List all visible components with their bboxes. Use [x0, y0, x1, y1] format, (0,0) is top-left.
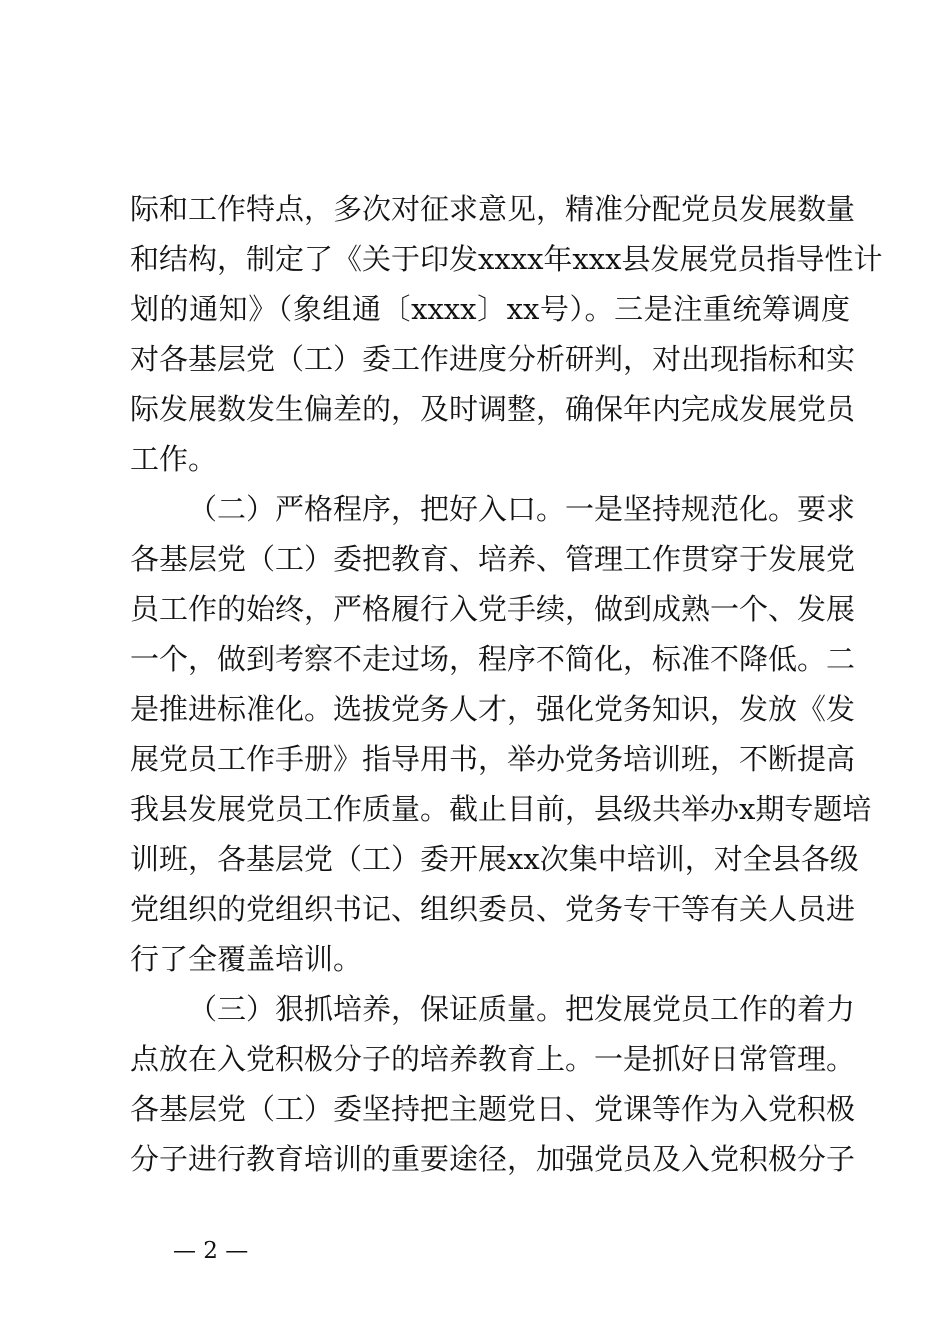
text-line: 际和工作特点，多次对征求意见，精准分配党员发展数量 — [130, 192, 856, 226]
text-line: 各基层党（工）委坚持把主题党日、党课等作为入党积极 — [130, 1092, 856, 1126]
page-number: — 2 — — [173, 1238, 249, 1264]
text-line: 是推进标准化。选拔党务人才，强化党务知识，发放《发 — [130, 692, 856, 726]
text-line: 对各基层党（工）委工作进度分析研判，对出现指标和实 — [130, 342, 856, 376]
text-line: 行了全覆盖培训。 — [130, 942, 363, 976]
text-line: 际发展数发生偏差的，及时调整，确保年内完成发展党员 — [130, 392, 856, 426]
text-line: 点放在入党积极分子的培养教育上。一是抓好日常管理。 — [130, 1042, 856, 1076]
paragraph-heading-line: （二）严格程序，把好入口。一是坚持规范化。要求 — [188, 492, 856, 526]
text-line: 员工作的始终，严格履行入党手续，做到成熟一个、发展 — [130, 592, 856, 626]
text-line: 划的通知》（象组通〔xxxx〕xx号）。三是注重统筹调度 — [130, 292, 850, 326]
text-line: 我县发展党员工作质量。截止目前，县级共举办x期专题培 — [130, 792, 872, 826]
text-line: 训班，各基层党（工）委开展xx次集中培训，对全县各级 — [130, 842, 859, 876]
text-line: 分子进行教育培训的重要途径，加强党员及入党积极分子 — [130, 1142, 856, 1176]
text-line: 一个，做到考察不走过场，程序不简化，标准不降低。二 — [130, 642, 856, 676]
text-line: 工作。 — [130, 442, 218, 476]
text-line: 展党员工作手册》指导用书，举办党务培训班，不断提高 — [130, 742, 856, 776]
text-line: 各基层党（工）委把教育、培养、管理工作贯穿于发展党 — [130, 542, 856, 576]
document-body — [130, 184, 883, 1184]
text-line: 党组织的党组织书记、组织委员、党务专干等有关人员进 — [130, 892, 856, 926]
paragraph-heading-line: （三）狠抓培养，保证质量。把发展党员工作的着力 — [188, 992, 856, 1026]
text-line: 和结构，制定了《关于印发xxxx年xxx县发展党员指导性计 — [130, 242, 883, 276]
